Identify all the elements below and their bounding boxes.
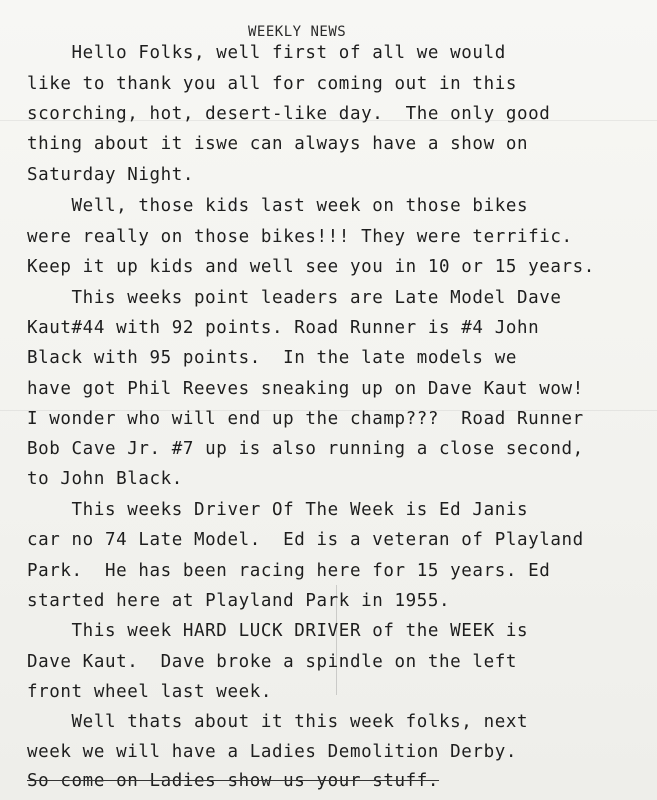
text-line: like to thank you all for coming out in this: [27, 74, 517, 94]
text-line: Well, those kids last week on those bikes: [27, 196, 529, 216]
text-line: Keep it up kids and well see you in 10 or 15 years.: [27, 257, 595, 277]
text-line: week we will have a Ladies Demolition Derby.: [27, 742, 517, 762]
text-line: thing about it iswe can always have a show on: [27, 134, 529, 154]
text-line: Bob Cave Jr. #7 up is also running a close second,: [27, 439, 584, 459]
text-line: This week HARD LUCK DRIVER of the WEEK is: [27, 621, 529, 641]
text-line: Well thats about it this week folks, next: [27, 712, 529, 732]
text-line: Kaut#44 with 92 points. Road Runner is #4 John: [27, 318, 540, 338]
text-line: Hello Folks, well first of all we would: [27, 43, 506, 63]
text-line: car no 74 Late Model. Ed is a veteran of Playland: [27, 530, 584, 550]
text-line: to John Black.: [27, 469, 183, 489]
page-title: WEEKLY NEWS: [248, 24, 347, 40]
text-line: This weeks point leaders are Late Model Dave: [27, 288, 562, 308]
text-line: I wonder who will end up the champ??? Road Runner: [27, 409, 584, 429]
text-line: This weeks Driver Of The Week is Ed Janis: [27, 500, 529, 520]
text-line: Black with 95 points. In the late models we: [27, 348, 517, 368]
text-line: started here at Playland Park in 1955.: [27, 591, 451, 611]
text-line: have got Phil Reeves sneaking up on Dave Kaut wow!: [27, 379, 584, 399]
text-line: were really on those bikes!!! They were terrific.: [27, 227, 573, 247]
text-line: Park. He has been racing here for 15 years. Ed: [27, 561, 551, 581]
text-line: Dave Kaut. Dave broke a spindle on the left: [27, 652, 517, 672]
text-line: Saturday Night.: [27, 165, 195, 185]
text-line: front wheel last week.: [27, 682, 272, 702]
text-line: scorching, hot, desert-like day. The only good: [27, 104, 551, 124]
text-line-struck: So come on Ladies show us your stuff.: [27, 771, 440, 791]
